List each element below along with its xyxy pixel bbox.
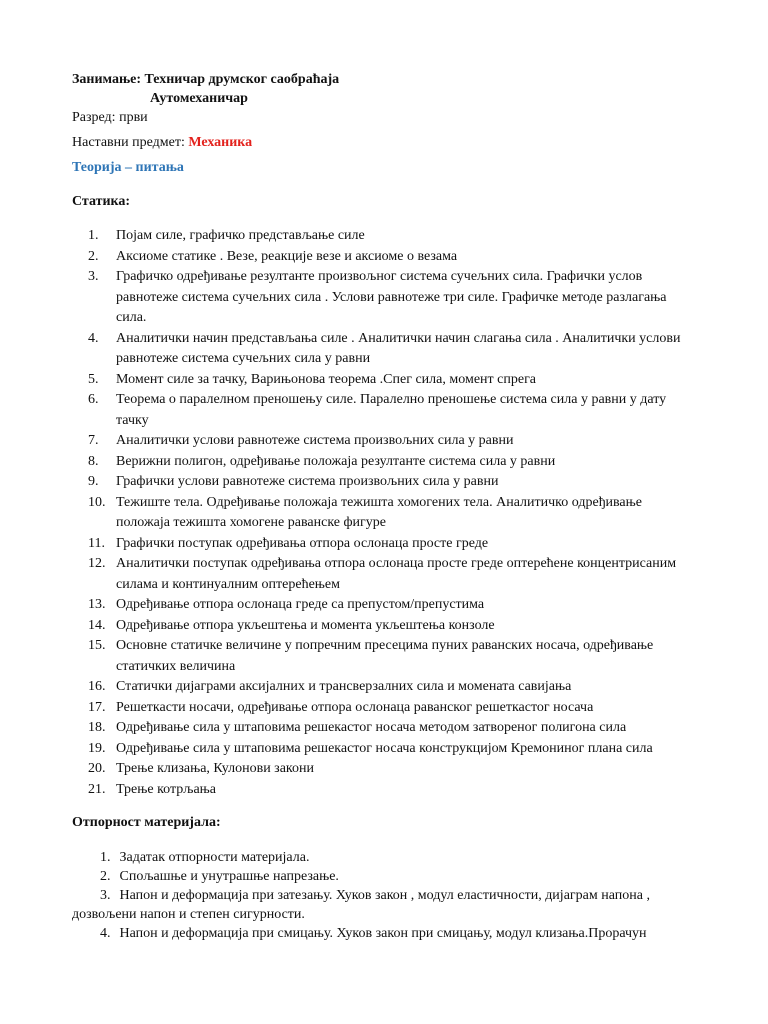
list-item xyxy=(72,924,698,943)
list-item-text: Тежиште тела. Одређивање положаја тежишта хомогених тела. Аналитичко одређивање положаја тежишта хомогене раванске фигуре xyxy=(116,494,642,530)
list-item-number: 1. xyxy=(100,850,111,865)
list-item-text: Решеткасти носачи, одређивање отпора ослонаца раванског решеткастог носача xyxy=(116,699,594,715)
list-item xyxy=(0,698,696,719)
list-item-text: Аксиоме статике . Везе, реакције везе и аксиоме о везама xyxy=(116,248,458,264)
list-item-number: 8. xyxy=(88,453,99,469)
list-item xyxy=(0,780,696,801)
list-item-text: Одређивање отпора ослонаца греде са препустом/препустима xyxy=(116,597,485,612)
list-item-text: Спољашње и унутрашње напрезање. xyxy=(119,869,339,884)
subject-label: Наставни предмет: xyxy=(72,135,185,150)
list-item-text: Графички поступак одређивања отпора ослонаца просте греде xyxy=(116,535,489,551)
subject-value: Механика xyxy=(188,135,253,150)
list-item xyxy=(0,595,696,616)
list-item-text: Одређивање отпора укљештења и момента укљештења конзоле xyxy=(116,617,495,633)
list-item-number: 14. xyxy=(88,617,106,633)
occupation-primary: Техничар друмског саобраћаја xyxy=(144,72,340,87)
subject-line xyxy=(72,135,252,151)
list-item xyxy=(72,848,698,867)
list-item xyxy=(0,554,696,595)
list-item xyxy=(0,247,696,268)
list-item-number: 11. xyxy=(88,535,105,551)
list-item xyxy=(72,886,698,924)
list-item-number: 21. xyxy=(88,781,106,797)
list-item-text: Трење котрљања xyxy=(116,781,216,797)
list-item-text: Задатак отпорности материјала. xyxy=(119,850,310,865)
list-item xyxy=(0,390,696,431)
list-item-text: Аналитички услови равнотеже система произвољних сила у равни xyxy=(116,433,514,448)
list-item xyxy=(0,472,696,493)
strength-section-title: Отпорност материјала: xyxy=(72,815,221,830)
list-item-text: Теорема о паралелном преношењу силе. Паралелно преношење система сила у равни у дату тачку xyxy=(116,392,667,428)
list-item-number: 6. xyxy=(88,392,99,407)
list-item-text: Напон и деформација при затезању. Хуков закон , модул еластичности, дијаграм напона , дозвољени напон и степен сигурности. xyxy=(72,888,650,922)
strength-question-list xyxy=(72,848,698,943)
list-item xyxy=(0,431,696,452)
grade-label: Разред: xyxy=(72,110,116,125)
list-item xyxy=(0,534,696,555)
list-item xyxy=(0,267,696,329)
list-item-number: 5. xyxy=(88,371,99,387)
list-item xyxy=(0,739,696,760)
grade-value: први xyxy=(119,110,148,125)
occupation-secondary: Аутомеханичар xyxy=(150,91,248,106)
list-item xyxy=(0,759,696,780)
list-item-number: 16. xyxy=(88,679,106,694)
list-item-number: 1. xyxy=(88,228,99,243)
list-item-text: Графички услови равнотеже система произвољних сила у равни xyxy=(116,474,499,489)
list-item-number: 2. xyxy=(88,248,99,264)
list-item-number: 13. xyxy=(88,597,106,612)
occupation-label: Занимање: xyxy=(72,72,141,87)
list-item-text: Трење клизања, Кулонови закони xyxy=(116,761,315,776)
grade-line xyxy=(72,110,148,126)
list-item xyxy=(0,677,696,698)
list-item xyxy=(0,636,696,677)
statics-section-title: Статика: xyxy=(72,194,131,209)
list-item-text: Одређивање сила у штаповима решекастог носача конструкцијом Кремониног плана сила xyxy=(116,740,653,756)
list-item-text: Графичко одређивање резултанте произвољног система сучељних сила. Графички услов равнотеже система сучељних сила . Услови равнотеже три силе. Графичке методе разлагања сила. xyxy=(116,269,667,325)
list-item-text: Аналитички поступак одређивања отпора ослонаца просте греде оптерећене концентрисаним силама и континуалним оптерећењем xyxy=(116,556,677,592)
list-item-text: Напон и деформација при смицању. Хуков закон при смицању, модул клизања.Прорачун xyxy=(119,926,647,941)
theory-title: Теорија – питања xyxy=(72,160,184,175)
statics-question-list xyxy=(0,226,696,800)
list-item-number: 19. xyxy=(88,740,106,756)
list-item xyxy=(0,616,696,637)
list-item xyxy=(0,370,696,391)
list-item-text: Одређивање сила у штаповима решекастог носача методом затвореног полигона сила xyxy=(116,720,627,735)
occupation-line xyxy=(72,72,339,88)
list-item-number: 17. xyxy=(88,699,106,715)
list-item-number: 10. xyxy=(88,494,106,510)
list-item-text: Аналитички начин представљања силе . Аналитички начин слагања сила . Аналитички услови равнотеже система сучељних сила у равни xyxy=(116,330,681,366)
list-item xyxy=(0,718,696,739)
list-item-text: Момент силе за тачку, Варињонова теорема .Спег сила, момент спрега xyxy=(116,371,537,387)
list-item-number: 3. xyxy=(100,888,111,903)
list-item xyxy=(0,329,696,370)
list-item-number: 15. xyxy=(88,638,106,653)
list-item-number: 2. xyxy=(100,869,111,884)
list-item-text: Верижни полигон, одређивање положаја резултанте система сила у равни xyxy=(116,453,556,469)
list-item-text: Статички дијаграми аксијалних и трансверзалних сила и момената савијања xyxy=(116,679,572,694)
list-item-text: Појам силе, графичко представљање силе xyxy=(116,228,365,243)
list-item xyxy=(0,452,696,473)
list-item-text: Основне статичке величине у попречним пресецима пуних раванских носача, одређивање статичких величина xyxy=(116,638,654,674)
list-item xyxy=(72,867,698,886)
list-item-number: 4. xyxy=(88,330,99,346)
list-item-number: 12. xyxy=(88,556,106,571)
list-item xyxy=(0,493,696,534)
list-item-number: 4. xyxy=(100,926,111,941)
list-item-number: 9. xyxy=(88,474,99,489)
list-item-number: 3. xyxy=(88,269,99,284)
list-item-number: 7. xyxy=(88,433,99,448)
list-item xyxy=(0,226,696,247)
list-item-number: 20. xyxy=(88,761,106,776)
list-item-number: 18. xyxy=(88,720,106,735)
